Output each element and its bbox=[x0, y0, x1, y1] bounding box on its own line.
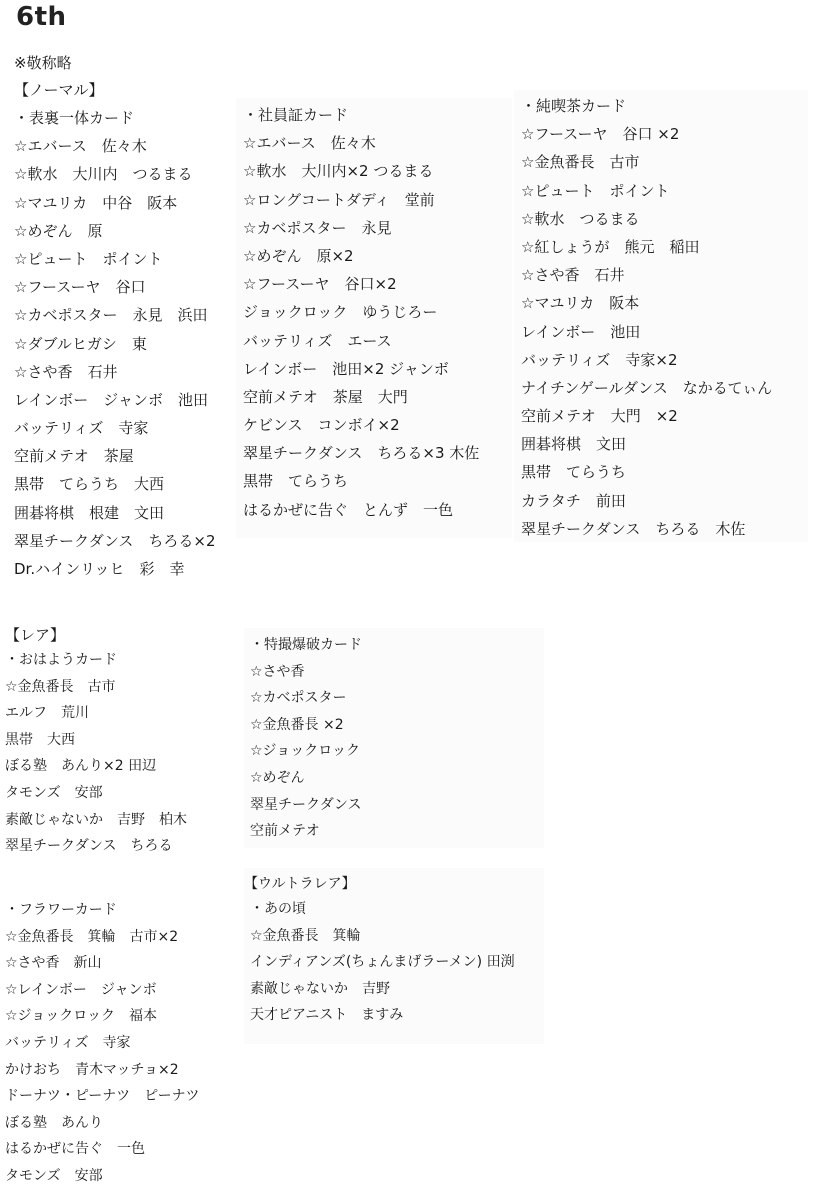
list-item: タモンズ 安部 bbox=[5, 784, 103, 801]
card-heading: ・表裏一体カード bbox=[14, 109, 135, 127]
list-item: ケビンス コンボイ×2 bbox=[243, 416, 400, 435]
list-item: ☆カベポスター 永見 bbox=[243, 218, 392, 237]
list-item: 黒帯 大西 bbox=[5, 731, 75, 748]
list-item: ☆マユリカ 中谷 阪本 bbox=[14, 193, 178, 212]
honorific-note: ※敬称略 bbox=[14, 54, 72, 72]
list-item: ☆軟水 つるまる bbox=[521, 209, 640, 228]
list-item: ☆ロングコートダディ 堂前 bbox=[243, 190, 435, 209]
card-heading: ・純喫茶カード bbox=[521, 97, 627, 115]
list-item: ☆カベポスター 永見 浜田 bbox=[14, 306, 208, 325]
list-item: ☆フースーヤ 谷口×2 bbox=[243, 275, 397, 294]
card-heading: ・あの頃 bbox=[250, 901, 306, 917]
list-item: ☆紅しょうが 熊元 稲田 bbox=[521, 237, 700, 256]
list-item: 翠星チークダンス ちろる×3 木佐 bbox=[243, 444, 480, 463]
normal-header: 【ノーマル】 bbox=[14, 81, 104, 99]
list-item: はるかぜに告ぐ 一色 bbox=[5, 1141, 145, 1158]
page-title: 6th bbox=[16, 2, 67, 32]
list-item: ☆ジョックロック bbox=[250, 743, 360, 760]
list-item: ☆さや香 新山 bbox=[5, 955, 102, 972]
list-item: ナイチンゲールダンス なかるてぃん bbox=[521, 378, 773, 397]
list-item: ☆さや香 石井 bbox=[521, 266, 625, 285]
list-item: ぼる塾 あんり bbox=[5, 1114, 103, 1131]
list-item: 囲碁将棋 文田 bbox=[521, 435, 627, 454]
list-item: ☆エバース 佐々木 bbox=[14, 137, 147, 156]
list-item: エルフ 荒川 bbox=[5, 705, 89, 722]
ohayo-card-list bbox=[5, 647, 187, 860]
tokusatsu-card-list bbox=[250, 632, 362, 845]
list-item: ☆マユリカ 阪本 bbox=[521, 294, 640, 313]
list-item: レインボー 池田×2 ジャンボ bbox=[243, 359, 449, 378]
card-heading: ・おはようカード bbox=[5, 652, 117, 668]
list-item: ☆フースーヤ 谷口 ×2 bbox=[521, 125, 680, 144]
card-heading: ・フラワーカード bbox=[5, 902, 117, 918]
list-item: ドーナツ・ピーナツ ピーナツ bbox=[5, 1088, 200, 1105]
list-item: 素敵じゃないか 吉野 柏木 bbox=[5, 811, 187, 828]
rare-header: 【レア】 bbox=[5, 626, 66, 644]
list-item: ☆フースーヤ 谷口 bbox=[14, 278, 146, 297]
list-item: ☆エバース 佐々木 bbox=[243, 134, 376, 153]
list-item: タモンズ 安部 bbox=[5, 1167, 103, 1184]
normal-column-2 bbox=[243, 101, 479, 524]
list-item: ☆軟水 大川内×2 つるまる bbox=[243, 162, 434, 181]
list-item: インディアンズ(ちょんまげラーメン) 田渕 bbox=[250, 954, 515, 971]
list-item: 翠星チークダンス ちろる×2 bbox=[14, 531, 216, 550]
list-item: 囲碁将棋 根建 文田 bbox=[14, 503, 165, 522]
list-item: ジョックロック ゆうじろー bbox=[243, 303, 438, 322]
list-item: 翠星チークダンス ちろる 木佐 bbox=[521, 519, 746, 538]
list-item: ☆カベポスター bbox=[250, 690, 347, 707]
list-item: 空前メテオ 茶屋 大門 bbox=[243, 387, 408, 406]
list-item: ☆ジョックロック 福本 bbox=[5, 1008, 157, 1025]
list-item: ☆金魚番長 箕輪 bbox=[250, 927, 361, 944]
list-item: 黒帯 てらうち bbox=[521, 463, 627, 482]
list-item: ぼる塾 あんり×2 田辺 bbox=[5, 758, 157, 775]
list-item: バッテリィズ 寺家 bbox=[5, 1034, 131, 1051]
list-item: レインボー ジャンボ 池田 bbox=[14, 390, 208, 409]
card-heading: ・社員証カード bbox=[243, 106, 349, 124]
list-item: ☆金魚番長 箕輪 古市×2 bbox=[5, 928, 179, 945]
list-item: ☆金魚番長 古市 bbox=[521, 153, 640, 172]
list-item: 空前メテオ bbox=[250, 823, 320, 840]
list-item: ☆軟水 大川内 つるまる bbox=[14, 165, 193, 184]
flower-card-list bbox=[5, 897, 199, 1190]
list-item: 黒帯 てらうち 大西 bbox=[14, 475, 165, 494]
list-item: 翠星チークダンス ちろる bbox=[5, 838, 173, 855]
list-item: Dr.ハインリッヒ 彩 幸 bbox=[14, 560, 185, 578]
list-item: ☆ピュート ポイント bbox=[14, 249, 163, 268]
list-item: カラタチ 前田 bbox=[521, 491, 626, 510]
list-item: バッテリィズ 寺家×2 bbox=[521, 350, 678, 369]
list-item: 天才ピアニスト ますみ bbox=[250, 1007, 404, 1024]
ultra-rare-header: 【ウルトラレア】 bbox=[244, 876, 356, 892]
list-item: レインボー 池田 bbox=[521, 322, 641, 341]
list-item: ☆金魚番長 ×2 bbox=[250, 716, 344, 733]
list-item: ☆さや香 bbox=[250, 663, 305, 680]
list-item: かけおち 青木マッチョ×2 bbox=[5, 1061, 179, 1078]
list-item: バッテリィズ 寺家 bbox=[14, 419, 149, 438]
normal-column-1 bbox=[14, 104, 216, 583]
list-item: ☆レインボー ジャンボ bbox=[5, 981, 157, 998]
list-item: 黒帯 てらうち bbox=[243, 472, 349, 491]
normal-column-3 bbox=[521, 92, 772, 543]
list-item: 素敵じゃないか 吉野 bbox=[250, 980, 390, 997]
list-item: はるかぜに告ぐ とんず 一色 bbox=[243, 500, 454, 519]
list-item: ☆ピュート ポイント bbox=[521, 181, 670, 200]
list-item: バッテリィズ エース bbox=[243, 331, 392, 350]
list-item: 空前メテオ 大門 ×2 bbox=[521, 407, 678, 426]
list-item: 翠星チークダンス bbox=[250, 796, 362, 813]
ano-koro-card-list bbox=[250, 896, 515, 1029]
list-item: ☆めぞん 原×2 bbox=[243, 246, 354, 265]
list-item: ☆めぞん 原 bbox=[14, 221, 103, 240]
list-item: ☆ダブルヒガシ 東 bbox=[14, 334, 147, 353]
list-item: 空前メテオ 茶屋 bbox=[14, 447, 134, 466]
list-item: ☆さや香 石井 bbox=[14, 362, 118, 381]
card-heading: ・特撮爆破カード bbox=[250, 637, 362, 653]
list-item: ☆めぞん bbox=[250, 769, 305, 786]
list-item: ☆金魚番長 古市 bbox=[5, 678, 116, 695]
